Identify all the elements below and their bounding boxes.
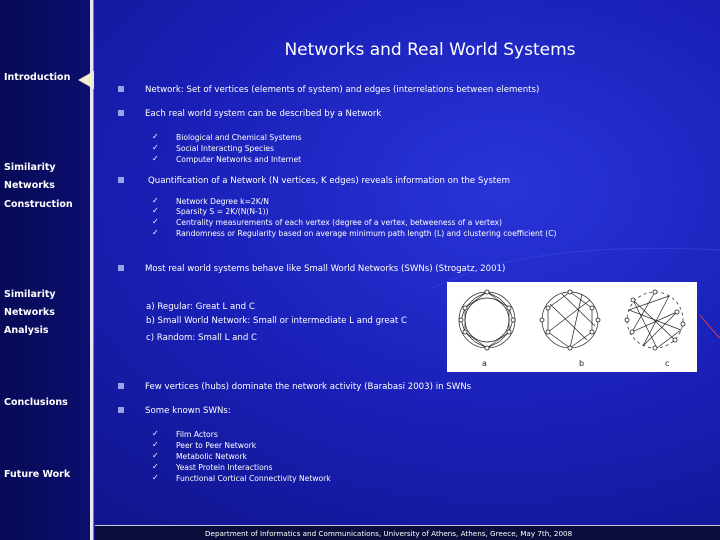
nav-construction[interactable]: Construction	[4, 199, 73, 210]
list-item: Metabolic Network	[176, 452, 247, 461]
footer-text: Department of Informatics and Communications, University of Athens, Athens, Greece, May 7th, 2008	[205, 529, 573, 538]
nav-introduction[interactable]: Introduction	[4, 72, 71, 83]
check-icon: ✓	[152, 217, 159, 226]
list-item: Randomness or Regularity based on average minimum path length (L) and clustering coefficient (C)	[176, 229, 557, 238]
list-item: Functional Cortical Connectivity Network	[176, 474, 331, 483]
sidebar	[0, 0, 90, 540]
check-icon: ✓	[152, 462, 159, 471]
nav-analysis[interactable]: Analysis	[4, 325, 49, 336]
bullet-network-description: Each real world system can be described by a Network	[145, 109, 382, 119]
nav-similarity[interactable]: Similarity	[4, 162, 56, 173]
square-bullet-icon	[118, 383, 124, 389]
network-types-figure	[447, 282, 697, 372]
square-bullet-icon	[118, 407, 124, 413]
bullet-network-definition: Network: Set of vertices (elements of system) and edges (interrelations between elements)	[145, 85, 540, 95]
check-icon: ✓	[152, 196, 159, 205]
check-icon: ✓	[152, 440, 159, 449]
square-bullet-icon	[118, 86, 124, 92]
square-bullet-icon	[118, 110, 124, 116]
check-icon: ✓	[152, 473, 159, 482]
figure-label-b: b	[579, 359, 585, 368]
nav-conclusions[interactable]: Conclusions	[4, 397, 68, 408]
list-item: Computer Networks and Internet	[176, 155, 302, 164]
current-section-arrow-icon	[78, 71, 94, 89]
check-icon: ✓	[152, 154, 159, 163]
list-item: Network Degree k=2K/N	[176, 197, 269, 206]
caption-regular: a) Regular: Great L and C	[146, 302, 255, 312]
figure-label-a: a	[482, 359, 487, 368]
check-icon: ✓	[152, 228, 159, 237]
check-icon: ✓	[152, 143, 159, 152]
list-item: Yeast Protein Interactions	[176, 463, 273, 472]
slide-title: Networks and Real World Systems	[284, 40, 576, 60]
nav-networks[interactable]: Networks	[4, 180, 55, 191]
nav-similarity-2[interactable]: Similarity	[4, 289, 56, 300]
list-item: Social Interacting Species	[176, 144, 274, 153]
list-item: Peer to Peer Network	[176, 441, 257, 450]
caption-small-world: b) Small World Network: Small or intermediate L and great C	[146, 316, 408, 326]
list-item: Film Actors	[176, 430, 218, 439]
check-icon: ✓	[152, 429, 159, 438]
bullet-quantification: Quantification of a Network (N vertices, K edges) reveals information on the System	[148, 176, 510, 186]
bullet-hubs: Few vertices (hubs) dominate the network activity (Barabasi 2003) in SWNs	[145, 382, 472, 392]
check-icon: ✓	[152, 451, 159, 460]
list-item: Biological and Chemical Systems	[176, 133, 302, 142]
caption-random: c) Random: Small L and C	[146, 333, 258, 343]
list-item: Centrality measurements of each vertex (degree of a vertex, betweeness of a vertex)	[176, 218, 502, 227]
check-icon: ✓	[152, 206, 159, 215]
list-item: Sparsity S = 2K/(N(N-1))	[176, 207, 269, 216]
check-icon: ✓	[152, 132, 159, 141]
bullet-small-world: Most real world systems behave like Small World Networks (SWNs) (Strogatz, 2001)	[145, 264, 506, 274]
bullet-known-swns: Some known SWNs:	[145, 406, 231, 416]
square-bullet-icon	[118, 265, 124, 271]
nav-future-work[interactable]: Future Work	[4, 469, 71, 480]
figure-label-c: c	[665, 359, 670, 368]
nav-networks-2[interactable]: Networks	[4, 307, 55, 318]
square-bullet-icon	[118, 177, 124, 183]
